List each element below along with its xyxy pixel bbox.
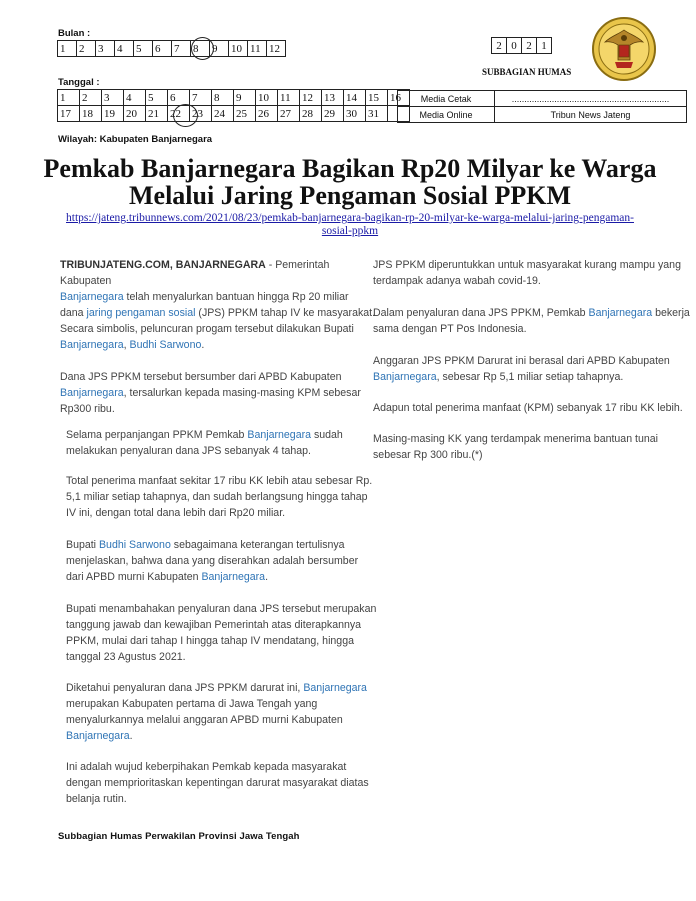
text: dana: [60, 307, 87, 319]
tanggal-cell-19: 19: [102, 106, 124, 122]
link-banjarnegara[interactable]: Banjarnegara: [60, 387, 124, 399]
text: sama dengan PT Pos Indonesia.: [373, 323, 527, 335]
tanggal-cell-17: 17: [58, 106, 80, 122]
right-paragraph-4: [373, 400, 693, 416]
selected-month-circle: [191, 37, 214, 60]
tanggal-cell-29: 29: [322, 106, 344, 122]
tanggal-cell-8: 8: [212, 90, 234, 106]
text: .: [129, 730, 133, 742]
bulan-cell-6: 6: [153, 41, 172, 57]
tanggal-cell-6: 6: [168, 90, 190, 106]
text: JPS PPKM diperuntukkan untuk masyarakat kurang mampu yang: [373, 259, 681, 271]
text: Rp300 ribu.: [60, 403, 115, 415]
text: menjelaskan, bahwa dana yang diserahkan adalah bersumber: [66, 555, 359, 567]
text: terdampak adanya wabah covid-19.: [373, 275, 541, 287]
bulan-cell-2: 2: [77, 41, 96, 57]
text: melakukan penyaluran dana JPS sebanyak 4 tahap.: [66, 445, 312, 457]
link-budhi-sarwono[interactable]: Budhi Sarwono: [98, 539, 171, 551]
text: , tersalurkan kepada masing-masing KPM sebesar: [123, 387, 361, 399]
paragraph-1: [60, 257, 380, 321]
tanggal-cell-1: 1: [58, 90, 80, 106]
text: tanggal 23 Agustus 2021.: [66, 651, 186, 663]
tanggal-cell-24: 24: [212, 106, 234, 122]
article-title: [20, 155, 680, 209]
text: IV ini, dengan total dana lebih dari Rp20 miliar.: [66, 507, 286, 519]
tanggal-cell-15: 15: [366, 90, 388, 106]
paragraph-5: [66, 473, 386, 521]
text: Selama perpanjangan PPKM Pemkab: [66, 429, 248, 441]
right-paragraph-3: [373, 353, 693, 385]
text: ,: [123, 339, 130, 351]
text: Dana JPS PPKM tersebut bersumber dari APBD Kabupaten: [60, 371, 342, 383]
tanggal-cell-2: 2: [80, 90, 102, 106]
tanggal-grid: [57, 89, 410, 122]
text: Total penerima manfaat sekitar 17 ribu KK lebih atau sebesar Rp.: [66, 475, 373, 487]
text: Bupati menambahakan penyaluran dana JPS tersebut merupakan: [66, 603, 377, 615]
url-line-1[interactable]: https://jateng.tribunnews.com/2021/08/23/pemkab-banjarnegara-bagikan-rp-20-milyar-ke-warga-melalui-jaring-pengaman-: [66, 212, 634, 224]
title-line-2: Melalui Jaring Pengaman Sosial PPKM: [129, 181, 571, 210]
tanggal-cell-10: 10: [256, 90, 278, 106]
link-banjarnegara[interactable]: Banjarnegara: [373, 371, 437, 383]
garuda-emblem-icon: [591, 16, 657, 82]
text: Anggaran JPS PPKM Darurat ini berasal dari APBD Kabupaten: [373, 355, 670, 367]
article-url[interactable]: [20, 212, 680, 238]
tanggal-cell-5: 5: [146, 90, 168, 106]
text: Adapun total penerima manfaat (KPM) sebanyak 17 ribu KK lebih.: [373, 402, 683, 414]
link-banjarnegara[interactable]: Banjarnegara: [60, 291, 124, 303]
text: PPKM, mulai dari tahap I hingga tahap IV mendatang, hingga: [66, 635, 354, 647]
tanggal-cell-27: 27: [278, 106, 300, 122]
url-line-2[interactable]: sosial-ppkm: [321, 225, 379, 237]
bulan-cell-3: 3: [96, 41, 115, 57]
right-paragraph-5: [373, 431, 693, 463]
text: bekerja: [652, 307, 690, 319]
tanggal-cell-11: 11: [278, 90, 300, 106]
bulan-cell-11: 11: [248, 41, 267, 57]
text: dari APBD murni Kabupaten: [66, 571, 202, 583]
text: , sebesar Rp 5,1 miliar setiap tahapnya.: [436, 371, 624, 383]
bulan-cell-12: 12: [267, 41, 286, 57]
bulan-label: Bulan :: [58, 28, 91, 39]
bulan-cell-7: 7: [172, 41, 191, 57]
tanggal-cell-13: 13: [322, 90, 344, 106]
tanggal-cell-14: 14: [344, 90, 366, 106]
selected-date-circle: [173, 104, 198, 127]
link-banjarnegara[interactable]: Banjarnegara: [247, 429, 311, 441]
bulan-cell-5: 5: [134, 41, 153, 57]
text: dengan memprioritaskan kepentingan darurat masyarakat diatas: [66, 777, 369, 789]
text: sebagaimana keterangan tertulisnya: [170, 539, 345, 551]
text: menyalurkannya melalui anggaran APBD murni Kabupaten: [66, 714, 343, 726]
tanggal-cell-31: 31: [366, 106, 388, 122]
link-banjarnegara[interactable]: Banjarnegara: [201, 571, 266, 583]
year-cell-0: 0: [507, 38, 522, 54]
text: - Pemerintah Kabupaten: [60, 259, 330, 287]
tanggal-cell-25: 25: [234, 106, 256, 122]
paragraph-8: [66, 680, 386, 744]
text: sebesar Rp 300 ribu.(*): [373, 449, 483, 461]
link-banjarnegara[interactable]: Banjarnegara: [588, 307, 653, 319]
text: Ini adalah wujud keberpihakan Pemkab kepada masyarakat: [66, 761, 347, 773]
media-online-value: Tribun News Jateng: [495, 107, 687, 123]
right-paragraph-2: [373, 305, 693, 337]
link-jps[interactable]: jaring pengaman sosial: [86, 307, 196, 319]
tanggal-cell-3: 3: [102, 90, 124, 106]
text: belanja rutin.: [66, 793, 127, 805]
tanggal-cell-18: 18: [80, 106, 102, 122]
bulan-cell-9: 9: [210, 41, 229, 57]
tanggal-label: Tanggal :: [58, 77, 100, 88]
year-cell-1: 1: [537, 38, 552, 54]
tanggal-cell-7: 7: [190, 90, 212, 106]
wilayah-label: Wilayah: Kabupaten Banjarnegara: [58, 134, 213, 145]
bulan-cell-8: 8: [191, 41, 210, 57]
paragraph-3: [60, 369, 380, 417]
link-banjarnegara[interactable]: Banjarnegara: [60, 339, 124, 351]
text: (JPS) PPKM tahap IV ke masyarakat.: [195, 307, 376, 319]
right-paragraph-1: [373, 257, 693, 289]
tanggal-cell-9: 9: [234, 90, 256, 106]
text: Dalam penyaluran dana JPS PPKM, Pemkab: [373, 307, 589, 319]
paragraph-9: [66, 759, 386, 807]
text: sudah: [311, 429, 343, 441]
tanggal-cell-12: 12: [300, 90, 322, 106]
title-line-1: Pemkab Banjarnegara Bagikan Rp20 Milyar ke Warga: [43, 154, 657, 183]
media-online-label: Media Online: [398, 107, 495, 123]
media-table: [397, 90, 687, 123]
footer-label: Subbagian Humas Perwakilan Provinsi Jawa Tengah: [58, 831, 300, 842]
text: 5,1 miliar setiap tahapnya, dan sudah berlangsung hingga tahap: [66, 491, 368, 503]
bulan-cell-4: 4: [115, 41, 134, 57]
tanggal-cell-28: 28: [300, 106, 322, 122]
text: .: [201, 339, 205, 351]
year-cell-2: 2: [492, 38, 507, 54]
text: telah menyalurkan bantuan hingga Rp 20 miliar: [123, 291, 349, 303]
year-cell-2: 2: [522, 38, 537, 54]
dept-label: SUBBAGIAN HUMAS: [482, 67, 572, 77]
link-banjarnegara[interactable]: Banjarnegara: [66, 730, 130, 742]
paragraph-4: [66, 427, 386, 459]
media-cetak-label: Media Cetak: [398, 91, 495, 107]
link-banjarnegara[interactable]: Banjarnegara: [303, 682, 367, 694]
tanggal-cell-16: 16: [388, 90, 410, 106]
source-label: TRIBUNJATENG.COM, BANJARNEGARA: [60, 259, 266, 271]
tanggal-cell-4: 4: [124, 90, 146, 106]
text: .: [265, 571, 269, 583]
media-cetak-value: ...............................................................: [495, 91, 687, 107]
bulan-grid: [57, 40, 286, 57]
tanggal-cell-20: 20: [124, 106, 146, 122]
text: Masing-masing KK yang terdampak menerima bantuan tunai: [373, 433, 659, 445]
paragraph-2: [60, 321, 380, 353]
text: Secara simbolis, peluncuran progam tersebut dilakukan Bupati: [60, 323, 354, 335]
tanggal-cell-26: 26: [256, 106, 278, 122]
text: Bupati: [66, 539, 99, 551]
bulan-cell-10: 10: [229, 41, 248, 57]
text: tanggung jawab dan kewajiban Pemerintah atas diterapkannya: [66, 619, 362, 631]
tanggal-cell-21: 21: [146, 106, 168, 122]
text: merupakan Kabupaten pertama di Jawa Tengah yang: [66, 698, 318, 710]
paragraph-6: [66, 537, 386, 585]
text: Diketahui penyaluran dana JPS PPKM darurat ini,: [66, 682, 304, 694]
paragraph-7: [66, 601, 386, 665]
year-grid: [491, 37, 552, 54]
bulan-cell-1: 1: [58, 41, 77, 57]
link-budhi-sarwono[interactable]: Budhi Sarwono: [129, 339, 202, 351]
tanggal-cell-22: 22: [168, 106, 190, 122]
tanggal-cell-23: 23: [190, 106, 212, 122]
tanggal-cell-30: 30: [344, 106, 366, 122]
